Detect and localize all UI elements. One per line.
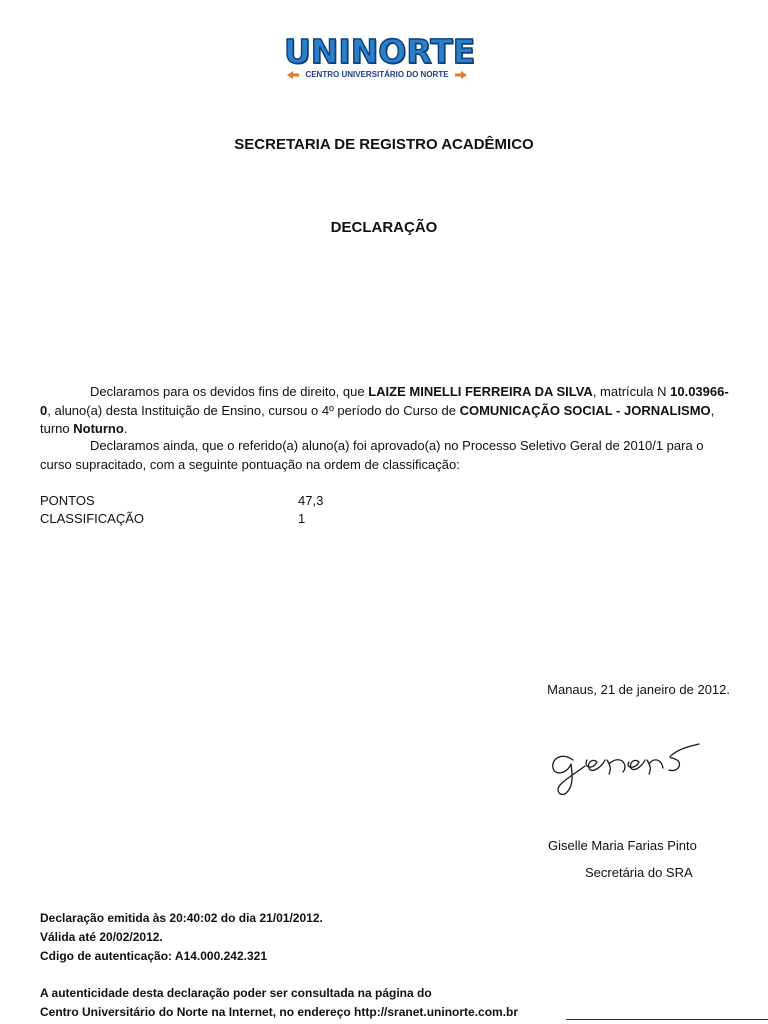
office-title: SECRETARIA DE REGISTRO ACADÊMICO <box>234 136 534 153</box>
valid-until: Válida até 20/02/2012. <box>40 930 163 944</box>
student-name: LAIZE MINELLI FERREIRA DA SILVA <box>368 384 593 399</box>
notice-line: A autenticidade desta declaração poder ser consultada na página do <box>40 986 432 1000</box>
statement-text: , matrícula N <box>592 384 671 399</box>
place-date: Manaus, 21 de janeiro de 2012. <box>547 682 730 697</box>
logo-wordmark: UNINORTE <box>284 32 476 71</box>
authentication-code: Cdigo de autenticação: A14.000.242.321 <box>40 949 267 963</box>
shift-name: Noturno <box>73 421 124 436</box>
registration-number: 10.03966-0 <box>40 384 729 418</box>
result-value: 47,3 <box>298 493 324 508</box>
course-name: COMUNICAÇÃO SOCIAL - JORNALISMO <box>459 402 711 418</box>
statement-text: , aluno(a) desta Instituição de Ensino, cursou o 4º período do Curso de <box>47 402 460 418</box>
logo-subtitle: CENTRO UNIVERSITÁRIO DO NORTE <box>305 70 449 79</box>
result-row <box>40 493 324 508</box>
statement-text: . <box>123 421 128 436</box>
divider <box>566 1019 768 1020</box>
signer-name: Giselle Maria Farias Pinto <box>548 838 697 853</box>
authenticity-notice <box>40 984 740 1022</box>
result-label: CLASSIFICAÇÃO <box>40 511 145 526</box>
document-title: DECLARAÇÃO <box>330 219 438 236</box>
arrow-left-icon <box>287 71 299 79</box>
issued-timestamp: Declaração emitida às 20:40:02 do dia 21/01/2012. <box>40 911 323 925</box>
notice-line: Centro Universitário do Norte na Internet, no endereço http://sranet.uninorte.com.br <box>40 1005 519 1019</box>
result-row <box>40 511 306 526</box>
statement-paragraph-2: Declaramos ainda, que o referido(a) aluno(a) foi aprovado(a) no Processo Seletivo Geral de 2010/1 para o curso supracitado, com a seguinte pontuação na ordem de classificação: <box>40 438 704 472</box>
uninorte-logo <box>284 32 476 84</box>
signer-role: Secretária do SRA <box>585 865 693 880</box>
logo-subtitle-row <box>284 68 470 82</box>
issuance-info <box>40 909 740 966</box>
result-label: PONTOS <box>40 493 95 508</box>
statement-text: , turno <box>40 402 715 436</box>
handwritten-signature <box>545 738 705 798</box>
result-value: 1 <box>298 511 306 526</box>
statement-text: Declaramos para os devidos fins de direito, que <box>90 384 369 399</box>
arrow-right-icon <box>455 71 467 79</box>
statement-paragraph-1 <box>40 383 730 439</box>
